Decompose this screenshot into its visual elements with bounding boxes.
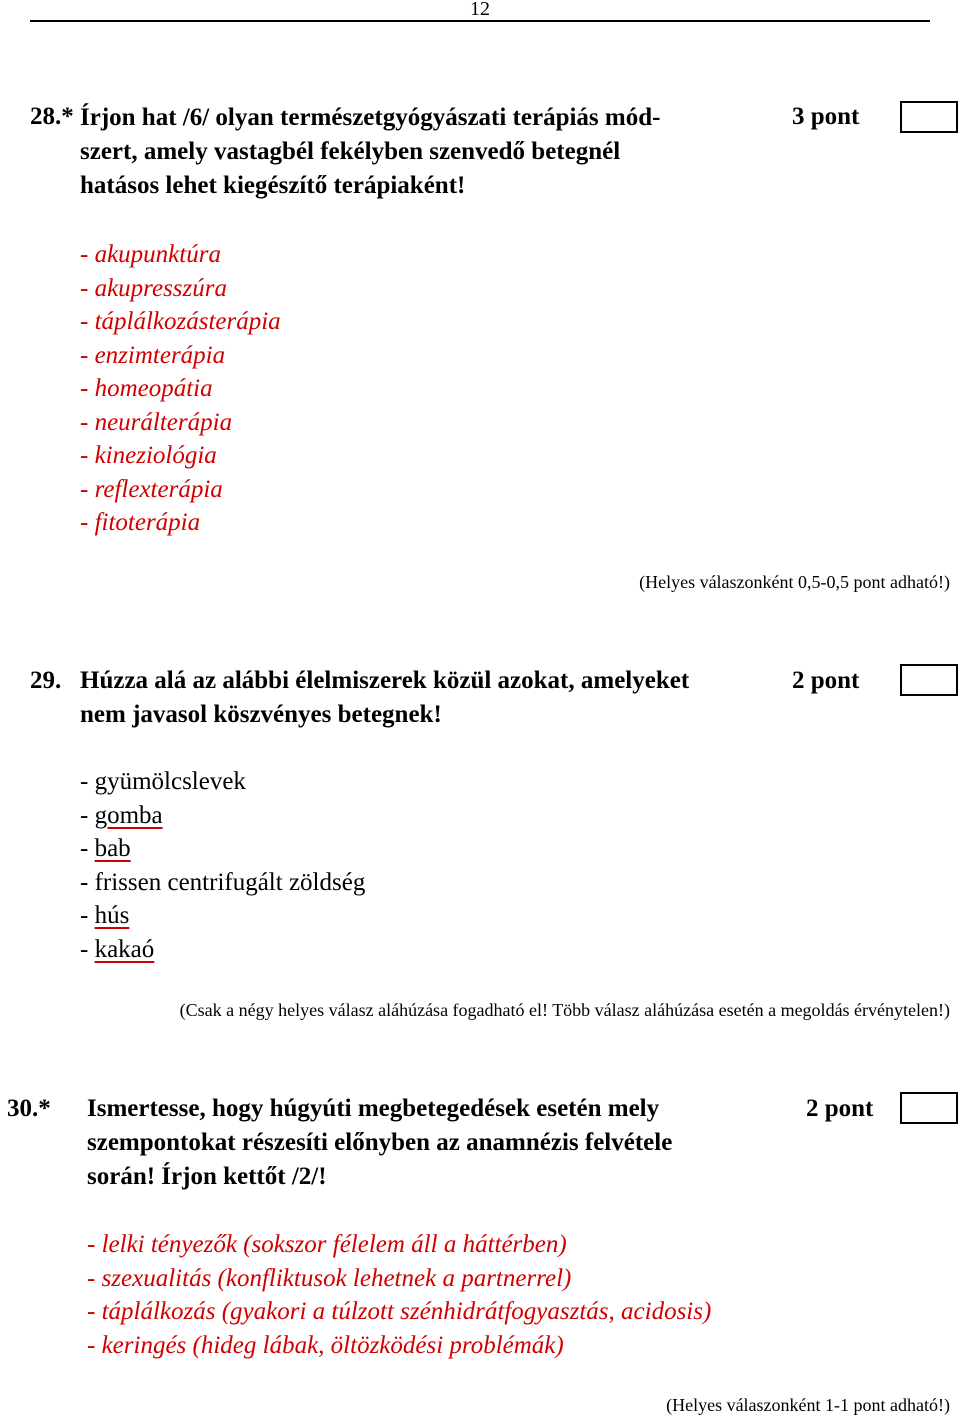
question-text: [80, 101, 660, 203]
option-text-underlined: gomba: [94, 801, 163, 829]
score-box[interactable]: [900, 1092, 958, 1124]
points-label: 2 pont: [806, 1095, 874, 1122]
question-line: szempontokat részesíti előnyben az anamnézis felvétele: [87, 1129, 673, 1156]
answer-list: [87, 1228, 711, 1362]
score-box[interactable]: [900, 101, 958, 133]
question-line: Húzza alá az alábbi élelmiszerek közül azokat, amelyeket: [80, 667, 690, 694]
answer-item: - fitoterápia: [80, 509, 201, 536]
option-item[interactable]: [80, 832, 365, 866]
option-text-underlined: hús: [94, 902, 130, 929]
scoring-note: (Helyes válaszonként 0,5-0,5 pont adható!): [639, 572, 950, 592]
option-list: [80, 765, 365, 966]
answer-item: - akupunktúra: [80, 241, 221, 268]
score-box[interactable]: [900, 664, 958, 696]
answer-item: - enzimterápia: [80, 341, 226, 369]
answer-item: - lelki tényezők (sokszor félelem áll a háttérben): [87, 1231, 567, 1258]
points-label: 3 pont: [792, 103, 860, 130]
question-line: nem javasol köszvényes betegnek!: [80, 701, 442, 728]
question-text: [87, 1092, 672, 1194]
option-text: gyümölcslevek: [94, 768, 246, 795]
option-prefix: -: [80, 868, 95, 896]
question-line: Írjon hat /6/ olyan természetgyógyászati terápiás mód-: [80, 104, 661, 131]
answer-item: - homeopátia: [80, 375, 213, 402]
option-text: frissen centrifugált zöldség: [94, 868, 366, 896]
question-line: Ismertesse, hogy húgyúti megbetegedések esetén mely: [87, 1095, 660, 1122]
points-label: 2 pont: [792, 667, 860, 694]
option-text-underlined: kakaó: [94, 935, 155, 963]
option-item[interactable]: [80, 765, 365, 799]
question-text: [80, 664, 689, 732]
answer-item: - neurálterápia: [80, 408, 233, 436]
option-prefix: -: [80, 902, 95, 929]
option-prefix: -: [80, 835, 95, 862]
option-item[interactable]: [80, 866, 365, 900]
answer-item: - keringés (hideg lábak, öltözködési problémák): [87, 1331, 564, 1359]
question-line: hatásos lehet kiegészítő terápiaként!: [80, 172, 466, 199]
answer-item: - akupresszúra: [80, 274, 227, 302]
answer-item: - szexualitás (konfliktusok lehetnek a partnerrel): [87, 1264, 572, 1292]
option-text-underlined: bab: [94, 835, 131, 862]
answer-item: - táplálkozás (gyakori a túlzott szénhidrátfogyasztás, acidosis): [87, 1298, 712, 1325]
header-rule: [30, 20, 930, 22]
question-line: szert, amely vastagbél fekélyben szenvedő betegnél: [80, 138, 621, 165]
answer-item: - reflexterápia: [80, 475, 223, 503]
option-item[interactable]: [80, 933, 365, 967]
answer-item: - táplálkozásterápia: [80, 308, 281, 335]
scoring-note: (Csak a négy helyes válasz aláhúzása fogadható el! Több válasz aláhúzása esetén a megoldás érvénytelen!): [179, 1000, 950, 1020]
question-line: során! Írjon kettőt /2/!: [87, 1163, 327, 1190]
option-prefix: -: [80, 801, 95, 829]
option-prefix: -: [80, 768, 95, 795]
question-number: 28.*: [30, 103, 74, 130]
answer-list: [80, 238, 281, 540]
option-item[interactable]: [80, 799, 365, 833]
answer-item: - kineziológia: [80, 442, 217, 469]
option-item[interactable]: [80, 899, 365, 933]
page-number: 12: [470, 0, 490, 20]
question-number: 29.: [30, 667, 62, 694]
option-prefix: -: [80, 935, 95, 963]
scoring-note: (Helyes válaszonként 1-1 pont adható!): [666, 1395, 950, 1415]
question-number: 30.*: [7, 1095, 51, 1122]
